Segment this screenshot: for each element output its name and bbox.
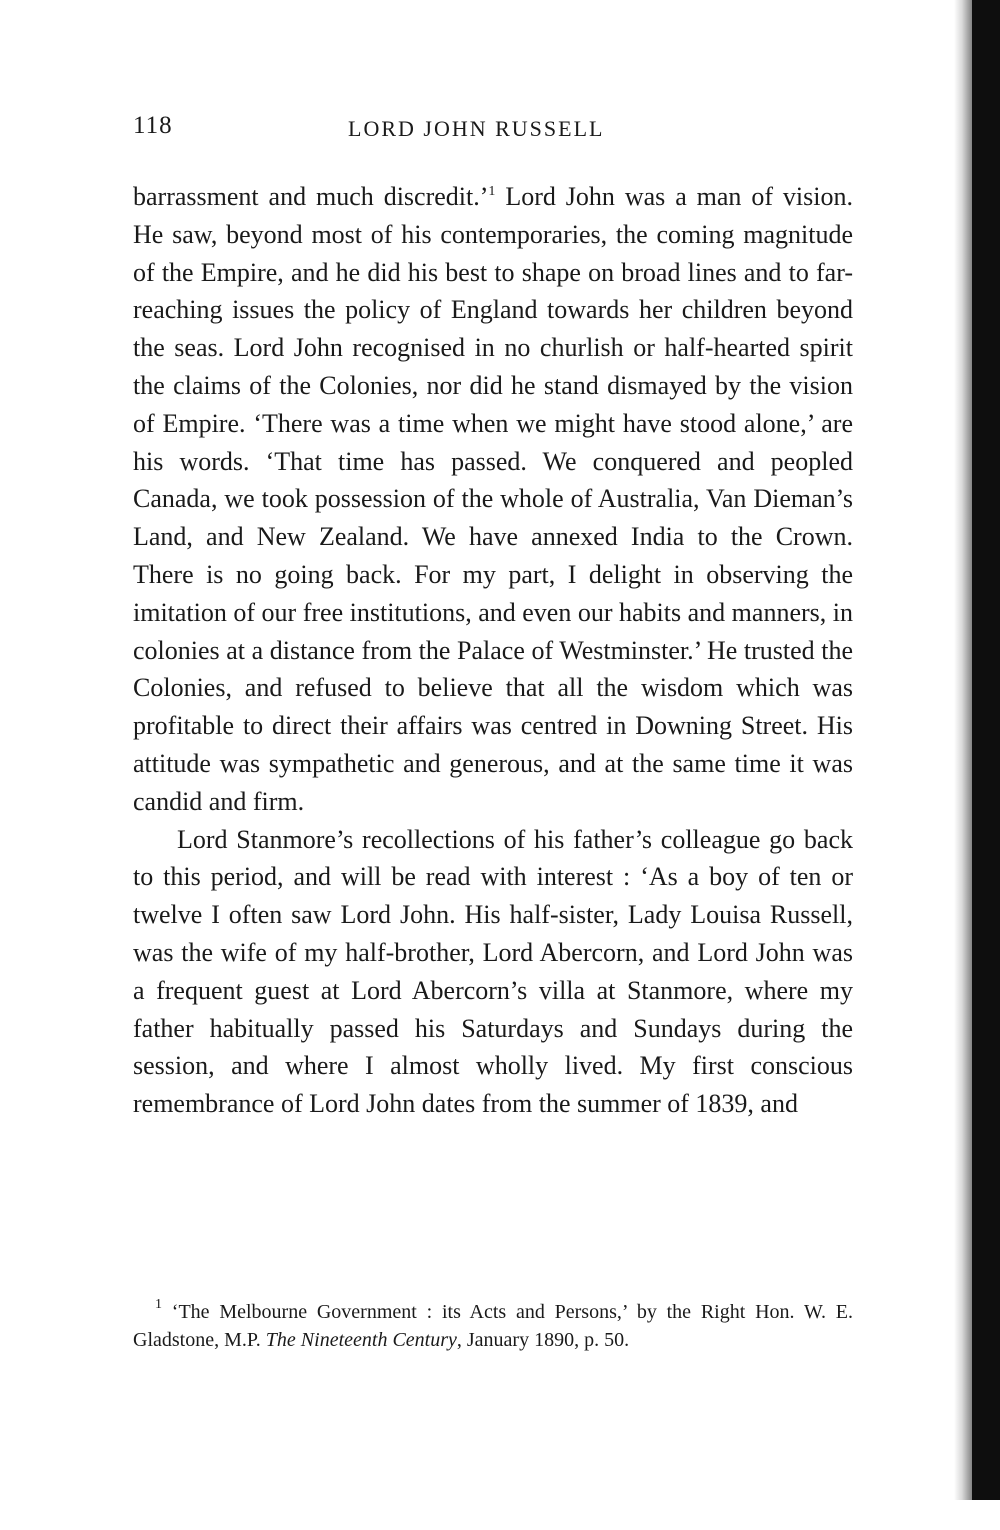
paragraph-1-text: Lord John was a man of vision. He saw, beyond most of his contemporaries, the coming magnitude of the Empire, and he did his best to shape on broad lines and to far-reaching issues the policy of England towards her children beyond the seas. Lord John recognised in no churlish or half-hearted spirit the claims of the Colonies, nor did he stand dismayed by the vision of Empire. ‘There was a time when we might have stood alone,’ are his words. ‘That time has passed. We conquered and peopled Canada, we took possession of the whole of Australia, Van Dieman’s Land, and New Zealand. We have annexed India to the Crown. There is no going back. For my part, I delight in observing the imitation of our free institutions, and even our habits and manners, in colonies at a distance from the Palace of Westminster.’ He trusted the Colonies, and refused to believe that all the wisdom which was profitable to direct their affairs was centred in Downing Street. His attitude was sympathetic and generous, and at the same time it was candid and firm. xyxy=(133,182,853,816)
binding-edge-shadow xyxy=(945,0,1000,1530)
footnote-journal-title: The Nineteenth Century xyxy=(265,1329,457,1351)
binding-edge-gradient xyxy=(954,0,974,1500)
footnote-reference: 1 xyxy=(488,184,496,199)
paragraph-1 xyxy=(133,178,853,821)
paragraph-1-opening: barrassment and much discredit.’ xyxy=(133,182,489,211)
binding-edge-dark xyxy=(972,0,1000,1500)
page-header xyxy=(133,112,853,152)
running-head: LORD JOHN RUSSELL xyxy=(348,116,605,141)
paragraph-2: Lord Stanmore’s recollections of his father’s colleague go back to this period, and will be read with interest : ‘As a boy of ten or twelve I often saw Lord John. His half-sister, Lady Louisa Russell, was the wife of my half-brother, Lord Abercorn, and Lord John was a frequent guest at Lord Abercorn’s villa at Stanmore, where my father habitually passed his Saturdays and Sundays during the session, and where I almost wholly lived. My first conscious remembrance of Lord John dates from the summer of 1839, and xyxy=(133,824,853,1119)
footnote-text: ‘The Melbourne Government : its Acts and Persons,’ by the Right Hon. W. E. Gladstone, M.P. xyxy=(133,1301,853,1351)
footnote-citation: , January 1890, p. 50. xyxy=(456,1329,630,1351)
body-text xyxy=(133,178,853,1123)
footnote-marker: 1 xyxy=(155,1297,162,1312)
footnote xyxy=(133,1298,853,1354)
page-number: 118 xyxy=(133,112,173,139)
